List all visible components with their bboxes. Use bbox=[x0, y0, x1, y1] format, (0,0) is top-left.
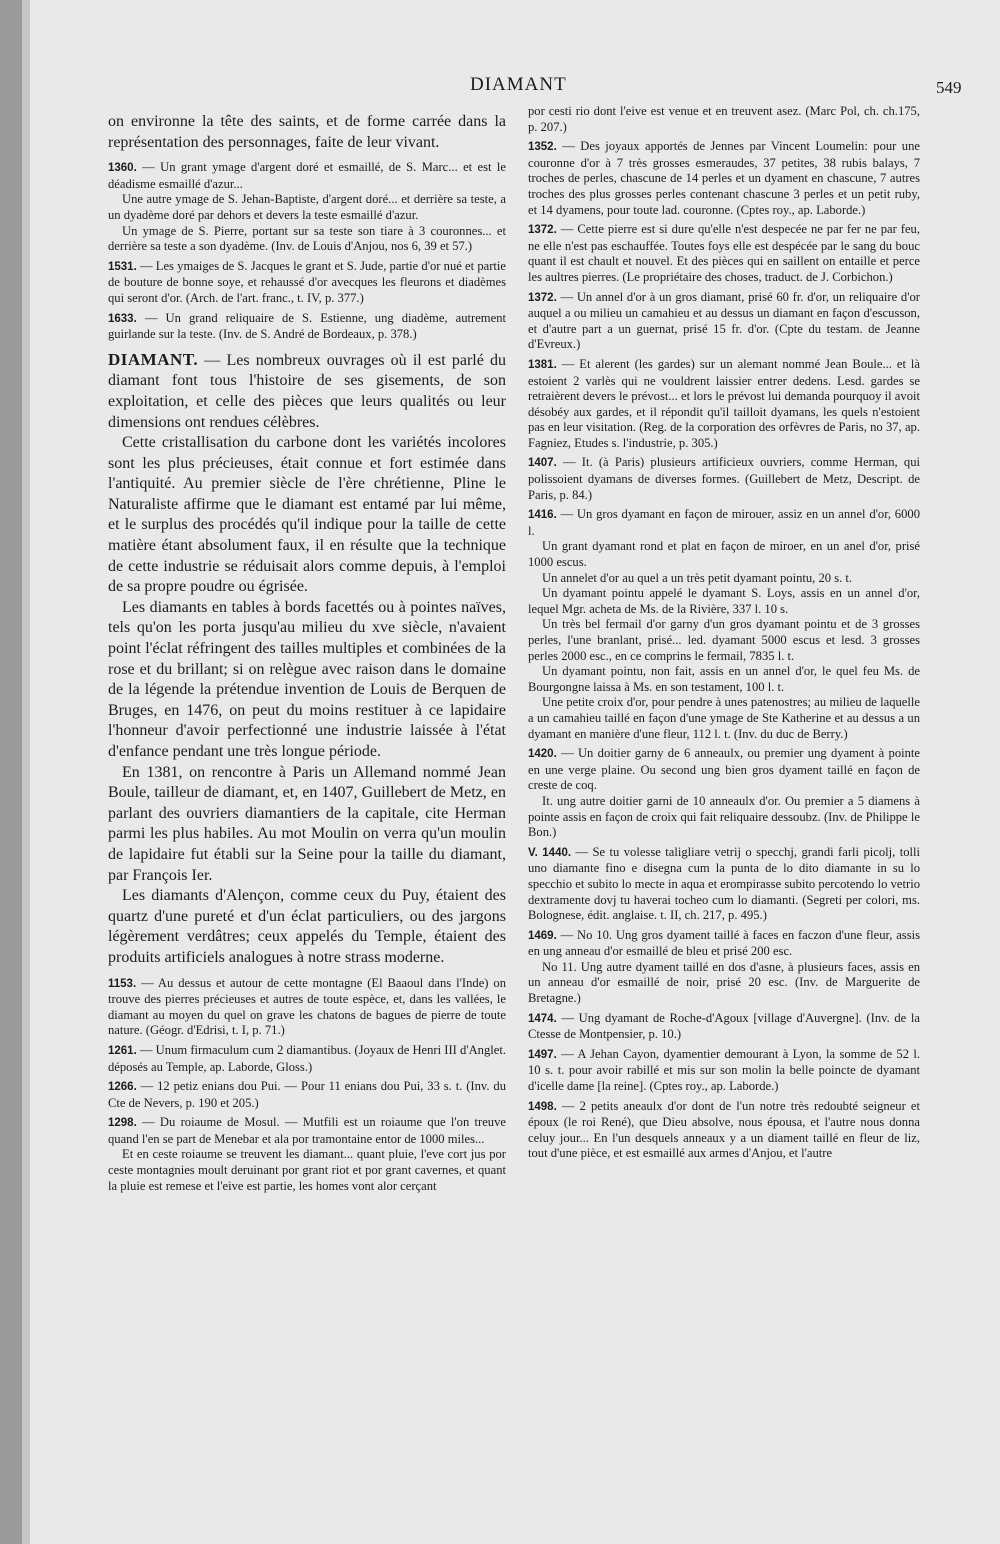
binding-shadow-light bbox=[22, 0, 30, 1544]
entry-text: — Du roiaume de Mosul. — Mutfili est un roiaume que l'on treuve quand l'en se part de Menebar et ala por tramontaine entor de 1000 miles... bbox=[108, 1115, 506, 1146]
dated-entry bbox=[108, 1043, 506, 1075]
entry-text: — Unum firmaculum cum 2 diamantibus. (Joyaux de Henri III d'Anglet. déposés au Temple, ap. Laborde, Gloss.) bbox=[108, 1042, 506, 1074]
paragraph: Les diamants en tables à bords facettés ou à pointes naïves, tels qu'on les porta jusqu'au milieu du xve siècle, n'avaient point l'éclat réfringent des tailles multiples et combinées de la rose et du brillant; si on relègue avec raison dans le domaine de la légende la prétendue invention de Louis de Berquen de Bruges, en 1476, on peut du moins restituer à ce lapidaire l'honneur d'avoir perfectionné une industrie laissée à l'état d'enfance pendant une très longue période. bbox=[108, 598, 506, 760]
paragraph: Un annelet d'or au quel a un très petit dyamant pointu, 20 s. t. bbox=[542, 570, 853, 585]
entry-text: — 12 petiz enians dou Pui. — Pour 11 enians dou Pui, 33 s. t. (Inv. du Cte de Nevers, p. 190 et 205.) bbox=[108, 1079, 506, 1110]
dated-entry bbox=[528, 357, 920, 452]
paragraph: Les diamants d'Alençon, comme ceux du Puy, étaient des quartz d'une pureté et d'un éclat particuliers, ou des jargons légèrement verdâtres; ceux appelés du Temple, étaient des produits artificiels analogues à notre strass moderne. bbox=[108, 887, 506, 966]
entry-date: 1381. bbox=[528, 358, 557, 371]
entry-text: — No 10. Ung gros dyament taillé à faces en faczon d'une fleur, assis en ung anneau d'or esmaillé de bleu et prisé 200 esc. bbox=[528, 927, 920, 959]
dated-entry bbox=[108, 160, 506, 192]
dated-entry bbox=[528, 139, 920, 218]
dated-entry bbox=[528, 507, 920, 539]
paragraph: Une petite croix d'or, pour pendre à unes patenostres; au milieu de laquelle a un camahieu taillé en façon d'une ymage de Ste Katherine et au dessus a un dyamant en manière d'une fleur, 112 l. t. (Inv. du duc de Berry.) bbox=[528, 695, 920, 741]
paragraph: Une autre ymage de S. Jehan-Baptiste, d'argent doré... et derrière sa teste, a un dyadème doré par dehors et devers la teste esmaillé d'azur. bbox=[108, 192, 506, 222]
dated-entry bbox=[528, 1047, 920, 1095]
entry-date: 1474. bbox=[528, 1012, 557, 1025]
left-column bbox=[108, 112, 506, 1194]
paragraph: por cesti rio dont l'eive est venue et en treuvent asez. (Marc Pol, ch. ch.175, p. 207.) bbox=[528, 104, 920, 134]
entry-text: — It. (à Paris) plusieurs artificieux ouvriers, comme Herman, qui polissoient dyamans de diverses formes. (Guillebert de Metz, Descript. de Paris, p. 84.) bbox=[528, 455, 920, 502]
right-column bbox=[528, 104, 920, 1162]
page-header bbox=[0, 74, 1000, 100]
dated-entry bbox=[528, 222, 920, 285]
entry-date: 1261. bbox=[108, 1044, 137, 1057]
dated-entry bbox=[528, 746, 920, 794]
paragraph: Et en ceste roiaume se treuvent les diamant... quant pluie, l'eve cort jus por ceste montagnies moult deruinant por grant riot et por grant cavernes, et quant la pluie est remese et l'eive est partie, les homes vont alor cerçant bbox=[108, 1147, 506, 1193]
page-number: 549 bbox=[936, 78, 962, 97]
entry-text: — Des joyaux apportés de Jennes par Vincent Loumelin: pour une couronne d'or à 7 très grosses esmeraudes, 37 petites, 38 rubis balays, 7 troches de perles, chascune de 14 perles et un dyament en chascune, 7 autres troches des plus grosses perles contenant chascune 3 perles et un petit ruby, et 14 dyamens, pour toute lad. couronne. (Cptes roy., ap. Laborde.) bbox=[528, 139, 920, 217]
dated-entry bbox=[108, 1115, 506, 1147]
entry-date: 1266. bbox=[108, 1081, 137, 1094]
entry-date: 1298. bbox=[108, 1117, 137, 1130]
entry-date: 1469. bbox=[528, 929, 557, 942]
entry-date: 1498. bbox=[528, 1100, 557, 1113]
entry-date: 1372. bbox=[528, 291, 557, 304]
paragraph: on environne la tête des saints, et de forme carrée dans la représentation des personnages, faite de leur vivant. bbox=[108, 113, 506, 151]
entry-date: V. 1440. bbox=[528, 846, 572, 859]
entry-date: 1497. bbox=[528, 1048, 557, 1061]
entry-text: — Se tu volesse taligliare vetrij o specchj, grandi farli picolj, tolli uno diamante fino e disegna cum la punta de lo dito diamante in su lo specchio et subito lo mecte in aqua et erompirasse subito percotendo lo vetrio dextramente dovj tu haverai tocheo cum lo diamanti. (Segreti per colori, ms. Bolognese, édit. anglaise. t. II, ch. 217, p. 495.) bbox=[528, 844, 920, 923]
article-headword: DIAMANT. bbox=[108, 349, 199, 369]
dated-entry bbox=[528, 845, 920, 924]
entry-date: 1360. bbox=[108, 162, 137, 175]
entry-text: — Cette pierre est si dure qu'elle n'est despecée ne par fer ne par feu, ne elle n'est pas eschauffée. Toutes foys elle est despécée par le sang du bouc quant il est chault et nouvel. Et des pièces qui en saillent on entaille et perce les aultres pierres. (Le propriétaire des choses, traduct. de J. Corbichon.) bbox=[528, 222, 920, 284]
entry-text: — 2 petits aneaulx d'or dont de l'un notre très redoubté seigneur et époux (le roi René), que Dieu absolve, nous épousa, et l'autre nous donna celuy jour... En l'un desquels anneaux y a un diament taillé en fleur de liz, tout d'une pièce, et est esmaillé aux armes d'Anjou, et l'autre bbox=[528, 1098, 920, 1161]
paragraph: Un dyamant pointu appelé le dyamant S. Loys, assis en un annel d'or, lequel Mgr. acheta de Ms. de la Rivière, 337 l. 10 s. bbox=[528, 586, 920, 616]
running-head: DIAMANT bbox=[470, 74, 567, 95]
entry-text: — Au dessus et autour de cette montagne (El Baaoul dans l'Inde) on trouve des pierres précieuses et autres de toute espèce, et, dans les vallées, le diamant au moyen du quel on grave les chatons de bagues de pierre de toute nature. (Géogr. d'Edrisi, t. I, p. 71.) bbox=[108, 975, 506, 1038]
entry-text: — Un annel d'or à un gros diamant, prisé 60 fr. d'or, un reliquaire d'or auquel a ou milieu un camahieu et au dessus un diamant en façon d'escusson, et d'autre part a un guernat, prisé 15 fr. d'or. (Cpte du testam. de Jeanne d'Evreux.) bbox=[528, 289, 920, 352]
entry-text: — A Jehan Cayon, dyamentier demourant à Lyon, la somme de 52 l. 10 s. t. pour avoir rabillé et mis sur son molin la belle poincte de dyamant d'icelle dame [la reine]. (Cptes roy., ap. Laborde.) bbox=[528, 1046, 920, 1094]
entry-date: 1420. bbox=[528, 748, 557, 761]
dated-entry bbox=[108, 1079, 506, 1111]
paragraph: It. ung autre doitier garni de 10 anneaulx d'or. Ou premier a 5 diamens à pointe assis en façon de croix qui fait reliquaire dessoubz. (Inv. de Philippe le Bon.) bbox=[528, 793, 920, 840]
article-headword-paragraph bbox=[108, 350, 506, 433]
dated-entry bbox=[528, 290, 920, 353]
dated-entry bbox=[108, 976, 506, 1039]
entry-date: 1407. bbox=[528, 457, 557, 470]
paragraph: Un grant dyamant rond et plat en façon de miroer, en un anel d'or, prisé 1000 escus. bbox=[528, 539, 920, 570]
entry-text: — Un grant ymage d'argent doré et esmaillé, de S. Marc... et est le déadisme esmaillé d'azur... bbox=[108, 160, 506, 191]
binding-shadow bbox=[0, 0, 22, 1544]
dated-entry bbox=[108, 259, 506, 307]
entry-text: — Un grand reliquaire de S. Estienne, ung diadème, autrement guirlande sur la teste. (Inv. de S. André de Bordeaux, p. 378.) bbox=[108, 310, 506, 342]
paragraph: Un ymage de S. Pierre, portant sur sa teste son tiare à 3 couronnes... et derrière sa teste a son dyadème. (Inv. de Louis d'Anjou, nos 6, 39 et 57.) bbox=[108, 223, 506, 254]
entry-text: — Un doitier garny de 6 anneaulx, ou premier ung dyament à pointe en une verge plaine. Ou second ung bien gros dyament taillé en façon de creste de coq. bbox=[528, 746, 920, 793]
entry-date: 1153. bbox=[108, 977, 137, 990]
dated-entry bbox=[528, 1099, 920, 1162]
entry-text: — Et alerent (les gardes) sur un alemant nommé Jean Boule... et là estoient 2 varlès qui ne vouldrent laissier entrer dedens. Lesd. gardes se retraièrent devers le prévost... et lors le prévost lui demanda pourquoy il avoit désobéy aux gardes, et il répondit qu'il tailloit dyamans, les quels n'estoient pas en leur visitation. (Reg. de la corporation des orfèvres de Paris, no 37, ap. Fagniez, Etudes s. l'industrie, p. 305.) bbox=[528, 356, 920, 450]
entry-text: — Les ymaiges de S. Jacques le grant et S. Jude, partie d'or nué et partie de bouture de bonne soye, et rehaussé d'or avecques les fleurons et diadèmes qui seront d'or. (Arch. de l'art. franc., t. IV, p. 377.) bbox=[108, 258, 506, 305]
paragraph: No 11. Ung autre dyament taillé en dos d'asne, à plusieurs faces, assis en un anneau d'or esmaillé de noir, prisé 20 esc. (Inv. de Marguerite de Bretagne.) bbox=[528, 959, 920, 1006]
entry-date: 1416. bbox=[528, 509, 557, 522]
entry-date: 1372. bbox=[528, 224, 557, 237]
entry-text: — Ung dyamant de Roche-d'Agoux [village d'Auvergne]. (Inv. de la Ctesse de Montpensier, p. 10.) bbox=[528, 1010, 920, 1042]
paragraph: Un très bel fermail d'or garny d'un gros dyamant pointu et de 3 grosses perles, l'une branlant, prisé... led. dyamant 5000 escus et lesd. 3 grosses perles 2000 esc., en ce comprins le fermail, 7835 l. t. bbox=[528, 617, 920, 663]
entry-date: 1633. bbox=[108, 312, 137, 325]
dated-entry bbox=[528, 928, 920, 960]
entry-date: 1531. bbox=[108, 260, 137, 273]
entry-date: 1352. bbox=[528, 141, 557, 154]
article-text: — Les nombreux ouvrages où il est parlé du diamant font tous l'histoire de ses gisements, de son exploitation, et celle des pièces que leurs qualités ou leur dimensions ont rendues célèbres. bbox=[108, 351, 506, 431]
dated-entry bbox=[108, 311, 506, 343]
paragraph: En 1381, on rencontre à Paris un Allemand nommé Jean Boule, tailleur de diamant, et, en 1407, Guillebert de Metz, en parlant des ouvriers diamantiers de la capitale, cite Herman parmi les plus habiles. Au mot Moulin on verra qu'un moulin de lapidaire fut établi sur la Seine pour la taille du diamant, par François Ier. bbox=[108, 763, 506, 884]
entry-text: — Un gros dyamant en façon de mirouer, assiz en un annel d'or, 6000 l. bbox=[528, 507, 920, 538]
dated-entry bbox=[528, 1011, 920, 1043]
paragraph: Cette cristallisation du carbone dont les variétés incolores sont les plus précieuses, était connue et fort estimée dans l'antiquité. Au premier siècle de l'ère chrétienne, Pline le Naturaliste affirme que le diamant est entamé par lui même, et le surplus des procédés qu'il indique pour la taille de cette matière étant absolument faux, il en résulte que la technique de cette industrie se réduisait alors comme depuis, à l'emploi de sa propre poudre ou égrisée. bbox=[108, 434, 506, 596]
dated-entry bbox=[528, 455, 920, 503]
paragraph: Un dyamant pointu, non fait, assis en un annel d'or, le quel feu Ms. de Bourgongne laissa à Ms. en son testament, 100 l. t. bbox=[528, 664, 920, 694]
